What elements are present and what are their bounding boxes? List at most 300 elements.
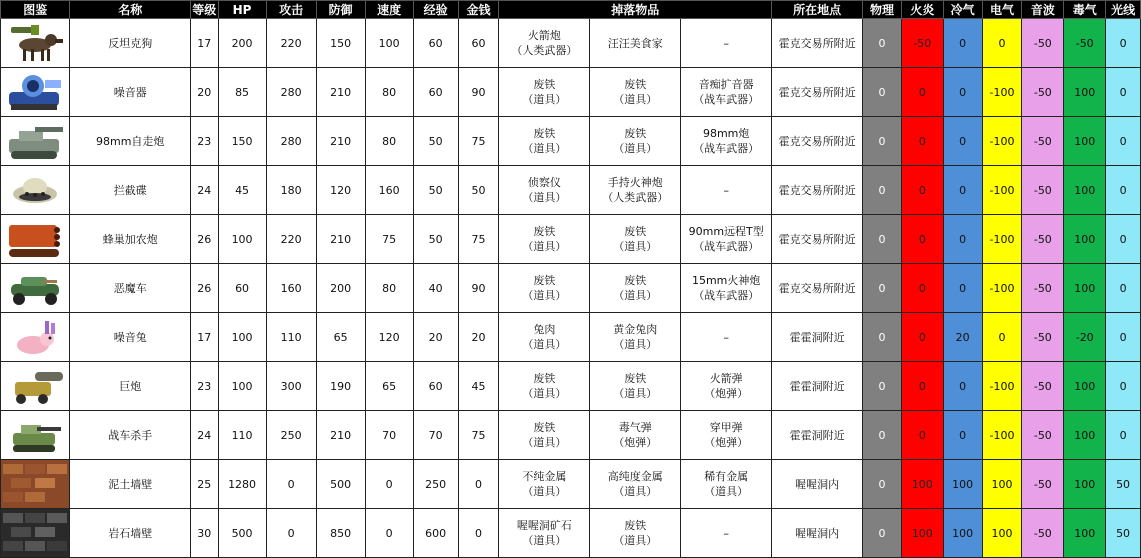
monster-gold: 75 (458, 215, 499, 264)
header-fire: 火炎 (901, 1, 943, 19)
drop-item-name: 汪汪美食家 (607, 36, 663, 50)
drop-item-name: – (723, 183, 729, 197)
drop-item-1 (499, 68, 590, 117)
drop-item-1 (499, 117, 590, 166)
drop-item-2 (590, 117, 681, 166)
giant-cannon-icon (1, 366, 69, 406)
resist-physical: 0 (863, 166, 902, 215)
drop-item-type: （人类武器） (602, 191, 669, 204)
monster-hp: 200 (218, 19, 266, 68)
resist-electric: -100 (982, 166, 1022, 215)
monster-attack: 160 (266, 264, 316, 313)
monster-hp: 60 (218, 264, 266, 313)
resist-light: 0 (1106, 117, 1141, 166)
table-row (1, 68, 1141, 117)
drop-item-type: （战车武器） (693, 240, 760, 253)
drop-item-2 (590, 460, 681, 509)
resist-fire: 100 (901, 460, 943, 509)
resist-physical: 0 (863, 362, 902, 411)
monster-name: 恶魔车 (70, 264, 191, 313)
drop-item-type: （道具） (613, 338, 658, 351)
monster-name: 拦截碟 (70, 166, 191, 215)
monster-level: 20 (190, 68, 218, 117)
drop-item-name: – (723, 36, 729, 50)
resist-poison: 100 (1064, 68, 1106, 117)
monster-defense: 65 (316, 313, 365, 362)
resist-physical: 0 (863, 313, 902, 362)
table-row (1, 166, 1141, 215)
drop-item-type: （道具） (704, 485, 749, 498)
monster-defense: 120 (316, 166, 365, 215)
drop-item-type: （战车武器） (693, 289, 760, 302)
table-row (1, 117, 1141, 166)
monster-exp: 60 (413, 19, 458, 68)
drop-item-type: （道具） (522, 93, 567, 106)
monster-location: 霍霍洞附近 (772, 411, 863, 460)
noise-rabbit-icon (1, 317, 69, 357)
drop-item-type: （道具） (613, 240, 658, 253)
monster-hp: 85 (218, 68, 266, 117)
drop-item-3 (681, 166, 772, 215)
drop-item-name: 98mm炮 (702, 127, 750, 140)
table-row (1, 411, 1141, 460)
drop-item-type: （道具） (522, 338, 567, 351)
resist-cold: 0 (943, 264, 982, 313)
monster-image (1, 68, 70, 117)
monster-attack: 280 (266, 68, 316, 117)
header-gold: 金钱 (458, 1, 499, 19)
header-hp: HP (218, 1, 266, 19)
resist-light: 50 (1106, 460, 1141, 509)
resist-fire: 0 (901, 117, 943, 166)
table-row (1, 362, 1141, 411)
monster-location: 霍克交易所附近 (772, 19, 863, 68)
tank-killer-icon (1, 415, 69, 455)
drop-item-type: （道具） (522, 485, 567, 498)
monster-defense: 190 (316, 362, 365, 411)
resist-electric: 0 (982, 19, 1022, 68)
monster-exp: 600 (413, 509, 458, 558)
drop-item-2 (590, 313, 681, 362)
drop-item-name: 废铁 (533, 78, 556, 91)
drop-item-type: （道具） (613, 387, 658, 400)
drop-item-type: （道具） (613, 93, 658, 106)
drop-item-name: 废铁 (624, 78, 647, 91)
resist-fire: 0 (901, 166, 943, 215)
drop-item-1 (499, 19, 590, 68)
drop-item-type: （战车武器） (693, 142, 760, 155)
monster-speed: 0 (365, 460, 413, 509)
monster-name: 98mm自走炮 (70, 117, 191, 166)
resist-fire: 0 (901, 411, 943, 460)
header-defense: 防御 (316, 1, 365, 19)
monster-gold: 50 (458, 166, 499, 215)
drop-item-3 (681, 362, 772, 411)
drop-item-type: （炮弹） (704, 436, 749, 449)
drop-item-2 (590, 509, 681, 558)
resist-physical: 0 (863, 215, 902, 264)
drop-item-name: – (723, 330, 729, 344)
resist-cold: 0 (943, 411, 982, 460)
monster-hp: 110 (218, 411, 266, 460)
resist-electric: 100 (982, 509, 1022, 558)
resist-electric: 0 (982, 313, 1022, 362)
resist-poison: 100 (1064, 166, 1106, 215)
resist-cold: 100 (943, 509, 982, 558)
hive-cannon-icon (1, 219, 69, 259)
monster-speed: 0 (365, 509, 413, 558)
drop-item-type: （炮弹） (613, 436, 658, 449)
monster-image (1, 19, 70, 68)
resist-fire: 0 (901, 313, 943, 362)
drop-item-name: 废铁 (624, 274, 647, 287)
monster-speed: 80 (365, 68, 413, 117)
monster-speed: 80 (365, 264, 413, 313)
monster-image (1, 166, 70, 215)
resist-electric: -100 (982, 411, 1022, 460)
monster-location: 霍克交易所附近 (772, 117, 863, 166)
resist-poison: 100 (1064, 460, 1106, 509)
monster-attack: 110 (266, 313, 316, 362)
drop-item-2 (590, 362, 681, 411)
drop-item-name: – (723, 526, 729, 540)
monster-gold: 0 (458, 509, 499, 558)
resist-light: 50 (1106, 509, 1141, 558)
drop-item-name: 喔喔洞矿石 (516, 519, 572, 532)
resist-physical: 0 (863, 19, 902, 68)
resist-cold: 0 (943, 19, 982, 68)
monster-exp: 60 (413, 362, 458, 411)
resist-cold: 20 (943, 313, 982, 362)
drop-item-3 (681, 19, 772, 68)
drop-item-1 (499, 362, 590, 411)
resist-electric: -100 (982, 264, 1022, 313)
drop-item-name: 废铁 (533, 274, 556, 287)
drop-item-name: 稀有金属 (704, 470, 749, 483)
resist-poison: -50 (1064, 19, 1106, 68)
monster-level: 23 (190, 117, 218, 166)
resist-cold: 0 (943, 117, 982, 166)
resist-fire: 0 (901, 362, 943, 411)
drop-item-type: （人类武器） (511, 44, 578, 57)
resist-poison: -20 (1064, 313, 1106, 362)
monster-attack: 250 (266, 411, 316, 460)
header-sonic: 音波 (1022, 1, 1064, 19)
table-row (1, 313, 1141, 362)
monster-attack: 220 (266, 215, 316, 264)
monster-image (1, 313, 70, 362)
drop-item-name: 废铁 (533, 225, 556, 238)
table-row (1, 215, 1141, 264)
monster-exp: 20 (413, 313, 458, 362)
header-light: 光线 (1106, 1, 1141, 19)
intercept-saucer-icon (1, 170, 69, 210)
resist-sonic: -50 (1022, 68, 1064, 117)
drop-item-name: 火箭弹 (709, 372, 743, 385)
resist-physical: 0 (863, 460, 902, 509)
drop-item-name: 废铁 (624, 225, 647, 238)
drop-item-type: （道具） (613, 289, 658, 302)
header-location: 所在地点 (772, 1, 863, 19)
monster-attack: 280 (266, 117, 316, 166)
header-speed: 速度 (365, 1, 413, 19)
drop-item-name: 废铁 (624, 519, 647, 532)
monster-image (1, 264, 70, 313)
resist-sonic: -50 (1022, 19, 1064, 68)
drop-item-3 (681, 264, 772, 313)
resist-electric: -100 (982, 117, 1022, 166)
header-level: 等级 (190, 1, 218, 19)
drop-item-type: （道具） (522, 142, 567, 155)
monster-gold: 0 (458, 460, 499, 509)
monster-name: 噪音器 (70, 68, 191, 117)
resist-fire: -50 (901, 19, 943, 68)
resist-fire: 0 (901, 215, 943, 264)
monster-gold: 90 (458, 68, 499, 117)
table-row (1, 19, 1141, 68)
resist-cold: 100 (943, 460, 982, 509)
monster-level: 26 (190, 264, 218, 313)
monster-location: 霍克交易所附近 (772, 264, 863, 313)
resist-light: 0 (1106, 313, 1141, 362)
drop-item-2 (590, 19, 681, 68)
monster-defense: 150 (316, 19, 365, 68)
drop-item-name: 音痴扩音器 (698, 78, 754, 91)
drop-item-name: 废铁 (533, 127, 556, 140)
resist-physical: 0 (863, 264, 902, 313)
monster-gold: 60 (458, 19, 499, 68)
drop-item-name: 黄金兔肉 (613, 323, 658, 336)
monster-speed: 75 (365, 215, 413, 264)
header-exp: 经验 (413, 1, 458, 19)
monster-speed: 120 (365, 313, 413, 362)
drop-item-name: 废铁 (624, 127, 647, 140)
drop-item-3 (681, 215, 772, 264)
drop-item-3 (681, 509, 772, 558)
drop-item-1 (499, 264, 590, 313)
monster-name: 巨炮 (70, 362, 191, 411)
drop-item-type: （战车武器） (693, 93, 760, 106)
drop-item-name: 15mm火神炮 (691, 274, 761, 287)
drop-item-1 (499, 166, 590, 215)
resist-sonic: -50 (1022, 509, 1064, 558)
drop-item-2 (590, 166, 681, 215)
drop-item-3 (681, 460, 772, 509)
demon-car-icon (1, 268, 69, 308)
header-row (1, 1, 1141, 19)
drop-item-name: 手持火神炮 (607, 176, 663, 189)
resist-light: 0 (1106, 264, 1141, 313)
resist-cold: 0 (943, 362, 982, 411)
drop-item-type: （道具） (522, 436, 567, 449)
drop-item-type: （道具） (522, 534, 567, 547)
drop-item-type: （道具） (522, 289, 567, 302)
monster-defense: 850 (316, 509, 365, 558)
monster-image (1, 411, 70, 460)
drop-item-3 (681, 411, 772, 460)
resist-fire: 100 (901, 509, 943, 558)
resist-physical: 0 (863, 117, 902, 166)
drop-item-1 (499, 215, 590, 264)
monster-defense: 210 (316, 68, 365, 117)
resist-sonic: -50 (1022, 264, 1064, 313)
resist-poison: 100 (1064, 509, 1106, 558)
monster-gold: 75 (458, 117, 499, 166)
monster-defense: 210 (316, 117, 365, 166)
drop-item-2 (590, 215, 681, 264)
monster-gold: 20 (458, 313, 499, 362)
monster-level: 23 (190, 362, 218, 411)
table-row (1, 460, 1141, 509)
resist-cold: 0 (943, 215, 982, 264)
monster-hp: 100 (218, 362, 266, 411)
drop-item-name: 废铁 (624, 372, 647, 385)
monster-name: 战车杀手 (70, 411, 191, 460)
drop-item-3 (681, 313, 772, 362)
monster-hp: 500 (218, 509, 266, 558)
table-row (1, 264, 1141, 313)
resist-light: 0 (1106, 411, 1141, 460)
noise-machine-icon (1, 72, 69, 112)
resist-cold: 0 (943, 68, 982, 117)
drop-item-name: 不纯金属 (522, 470, 567, 483)
drop-item-2 (590, 68, 681, 117)
header-image: 图鉴 (1, 1, 70, 19)
resist-light: 0 (1106, 19, 1141, 68)
resist-poison: 100 (1064, 117, 1106, 166)
monster-speed: 70 (365, 411, 413, 460)
drop-item-1 (499, 509, 590, 558)
monster-defense: 200 (316, 264, 365, 313)
drop-item-1 (499, 313, 590, 362)
monster-gold: 90 (458, 264, 499, 313)
drop-item-type: （炮弹） (704, 387, 749, 400)
resist-electric: -100 (982, 68, 1022, 117)
monster-location: 喔喔洞内 (772, 460, 863, 509)
monster-exp: 70 (413, 411, 458, 460)
monster-name: 蜂巢加农炮 (70, 215, 191, 264)
resist-light: 0 (1106, 215, 1141, 264)
monster-hp: 100 (218, 215, 266, 264)
drop-item-name: 高纯度金属 (607, 470, 663, 483)
resist-poison: 100 (1064, 362, 1106, 411)
monster-image (1, 460, 70, 509)
monster-location: 霍霍洞附近 (772, 362, 863, 411)
resist-light: 0 (1106, 362, 1141, 411)
resist-electric: -100 (982, 362, 1022, 411)
monster-location: 霍克交易所附近 (772, 215, 863, 264)
drop-item-2 (590, 411, 681, 460)
header-electric: 电气 (982, 1, 1022, 19)
monster-exp: 50 (413, 117, 458, 166)
rock-wall-icon (1, 509, 69, 557)
drop-item-1 (499, 411, 590, 460)
drop-item-3 (681, 117, 772, 166)
drop-item-name: 侦察仪 (527, 176, 561, 189)
drop-item-name: 穿甲弹 (709, 421, 743, 434)
monster-attack: 0 (266, 460, 316, 509)
resist-physical: 0 (863, 509, 902, 558)
header-attack: 攻击 (266, 1, 316, 19)
drop-item-type: （道具） (522, 387, 567, 400)
table-row (1, 509, 1141, 558)
monster-hp: 45 (218, 166, 266, 215)
monster-attack: 220 (266, 19, 316, 68)
monster-name: 反坦克狗 (70, 19, 191, 68)
monster-defense: 210 (316, 411, 365, 460)
resist-sonic: -50 (1022, 166, 1064, 215)
monster-hp: 1280 (218, 460, 266, 509)
monster-exp: 250 (413, 460, 458, 509)
header-cold: 冷气 (943, 1, 982, 19)
header-poison: 毒气 (1064, 1, 1106, 19)
resist-poison: 100 (1064, 264, 1106, 313)
drop-item-type: （道具） (613, 485, 658, 498)
header-drops: 掉落物品 (499, 1, 772, 19)
monster-attack: 300 (266, 362, 316, 411)
resist-sonic: -50 (1022, 215, 1064, 264)
resist-sonic: -50 (1022, 117, 1064, 166)
monster-speed: 65 (365, 362, 413, 411)
monster-speed: 160 (365, 166, 413, 215)
drop-item-name: 毒气弹 (618, 421, 652, 434)
monster-speed: 80 (365, 117, 413, 166)
monster-location: 霍克交易所附近 (772, 166, 863, 215)
drop-item-1 (499, 460, 590, 509)
monster-level: 17 (190, 19, 218, 68)
monster-name: 噪音兔 (70, 313, 191, 362)
resist-fire: 0 (901, 68, 943, 117)
monster-hp: 150 (218, 117, 266, 166)
drop-item-type: （道具） (522, 191, 567, 204)
monster-level: 24 (190, 411, 218, 460)
monster-level: 25 (190, 460, 218, 509)
monster-level: 17 (190, 313, 218, 362)
monster-image (1, 117, 70, 166)
monster-defense: 210 (316, 215, 365, 264)
resist-electric: 100 (982, 460, 1022, 509)
monster-exp: 40 (413, 264, 458, 313)
monster-defense: 500 (316, 460, 365, 509)
monster-image (1, 362, 70, 411)
monster-exp: 60 (413, 68, 458, 117)
resist-electric: -100 (982, 215, 1022, 264)
monster-location: 霍霍洞附近 (772, 313, 863, 362)
resist-sonic: -50 (1022, 411, 1064, 460)
resist-sonic: -50 (1022, 313, 1064, 362)
monster-level: 30 (190, 509, 218, 558)
resist-sonic: -50 (1022, 460, 1064, 509)
monster-level: 26 (190, 215, 218, 264)
self-propelled-gun-icon (1, 121, 69, 161)
resist-light: 0 (1106, 166, 1141, 215)
drop-item-2 (590, 264, 681, 313)
resist-physical: 0 (863, 411, 902, 460)
drop-item-name: 兔肉 (533, 323, 556, 336)
resist-light: 0 (1106, 68, 1141, 117)
resist-physical: 0 (863, 68, 902, 117)
monster-image (1, 509, 70, 558)
drop-item-name: 火箭炮 (527, 29, 561, 42)
drop-item-name: 废铁 (533, 372, 556, 385)
drop-item-name: 废铁 (533, 421, 556, 434)
monster-location: 喔喔洞内 (772, 509, 863, 558)
drop-item-type: （道具） (522, 240, 567, 253)
monster-gold: 45 (458, 362, 499, 411)
drop-item-type: （道具） (613, 534, 658, 547)
monster-name: 泥土墙壁 (70, 460, 191, 509)
monster-attack: 180 (266, 166, 316, 215)
